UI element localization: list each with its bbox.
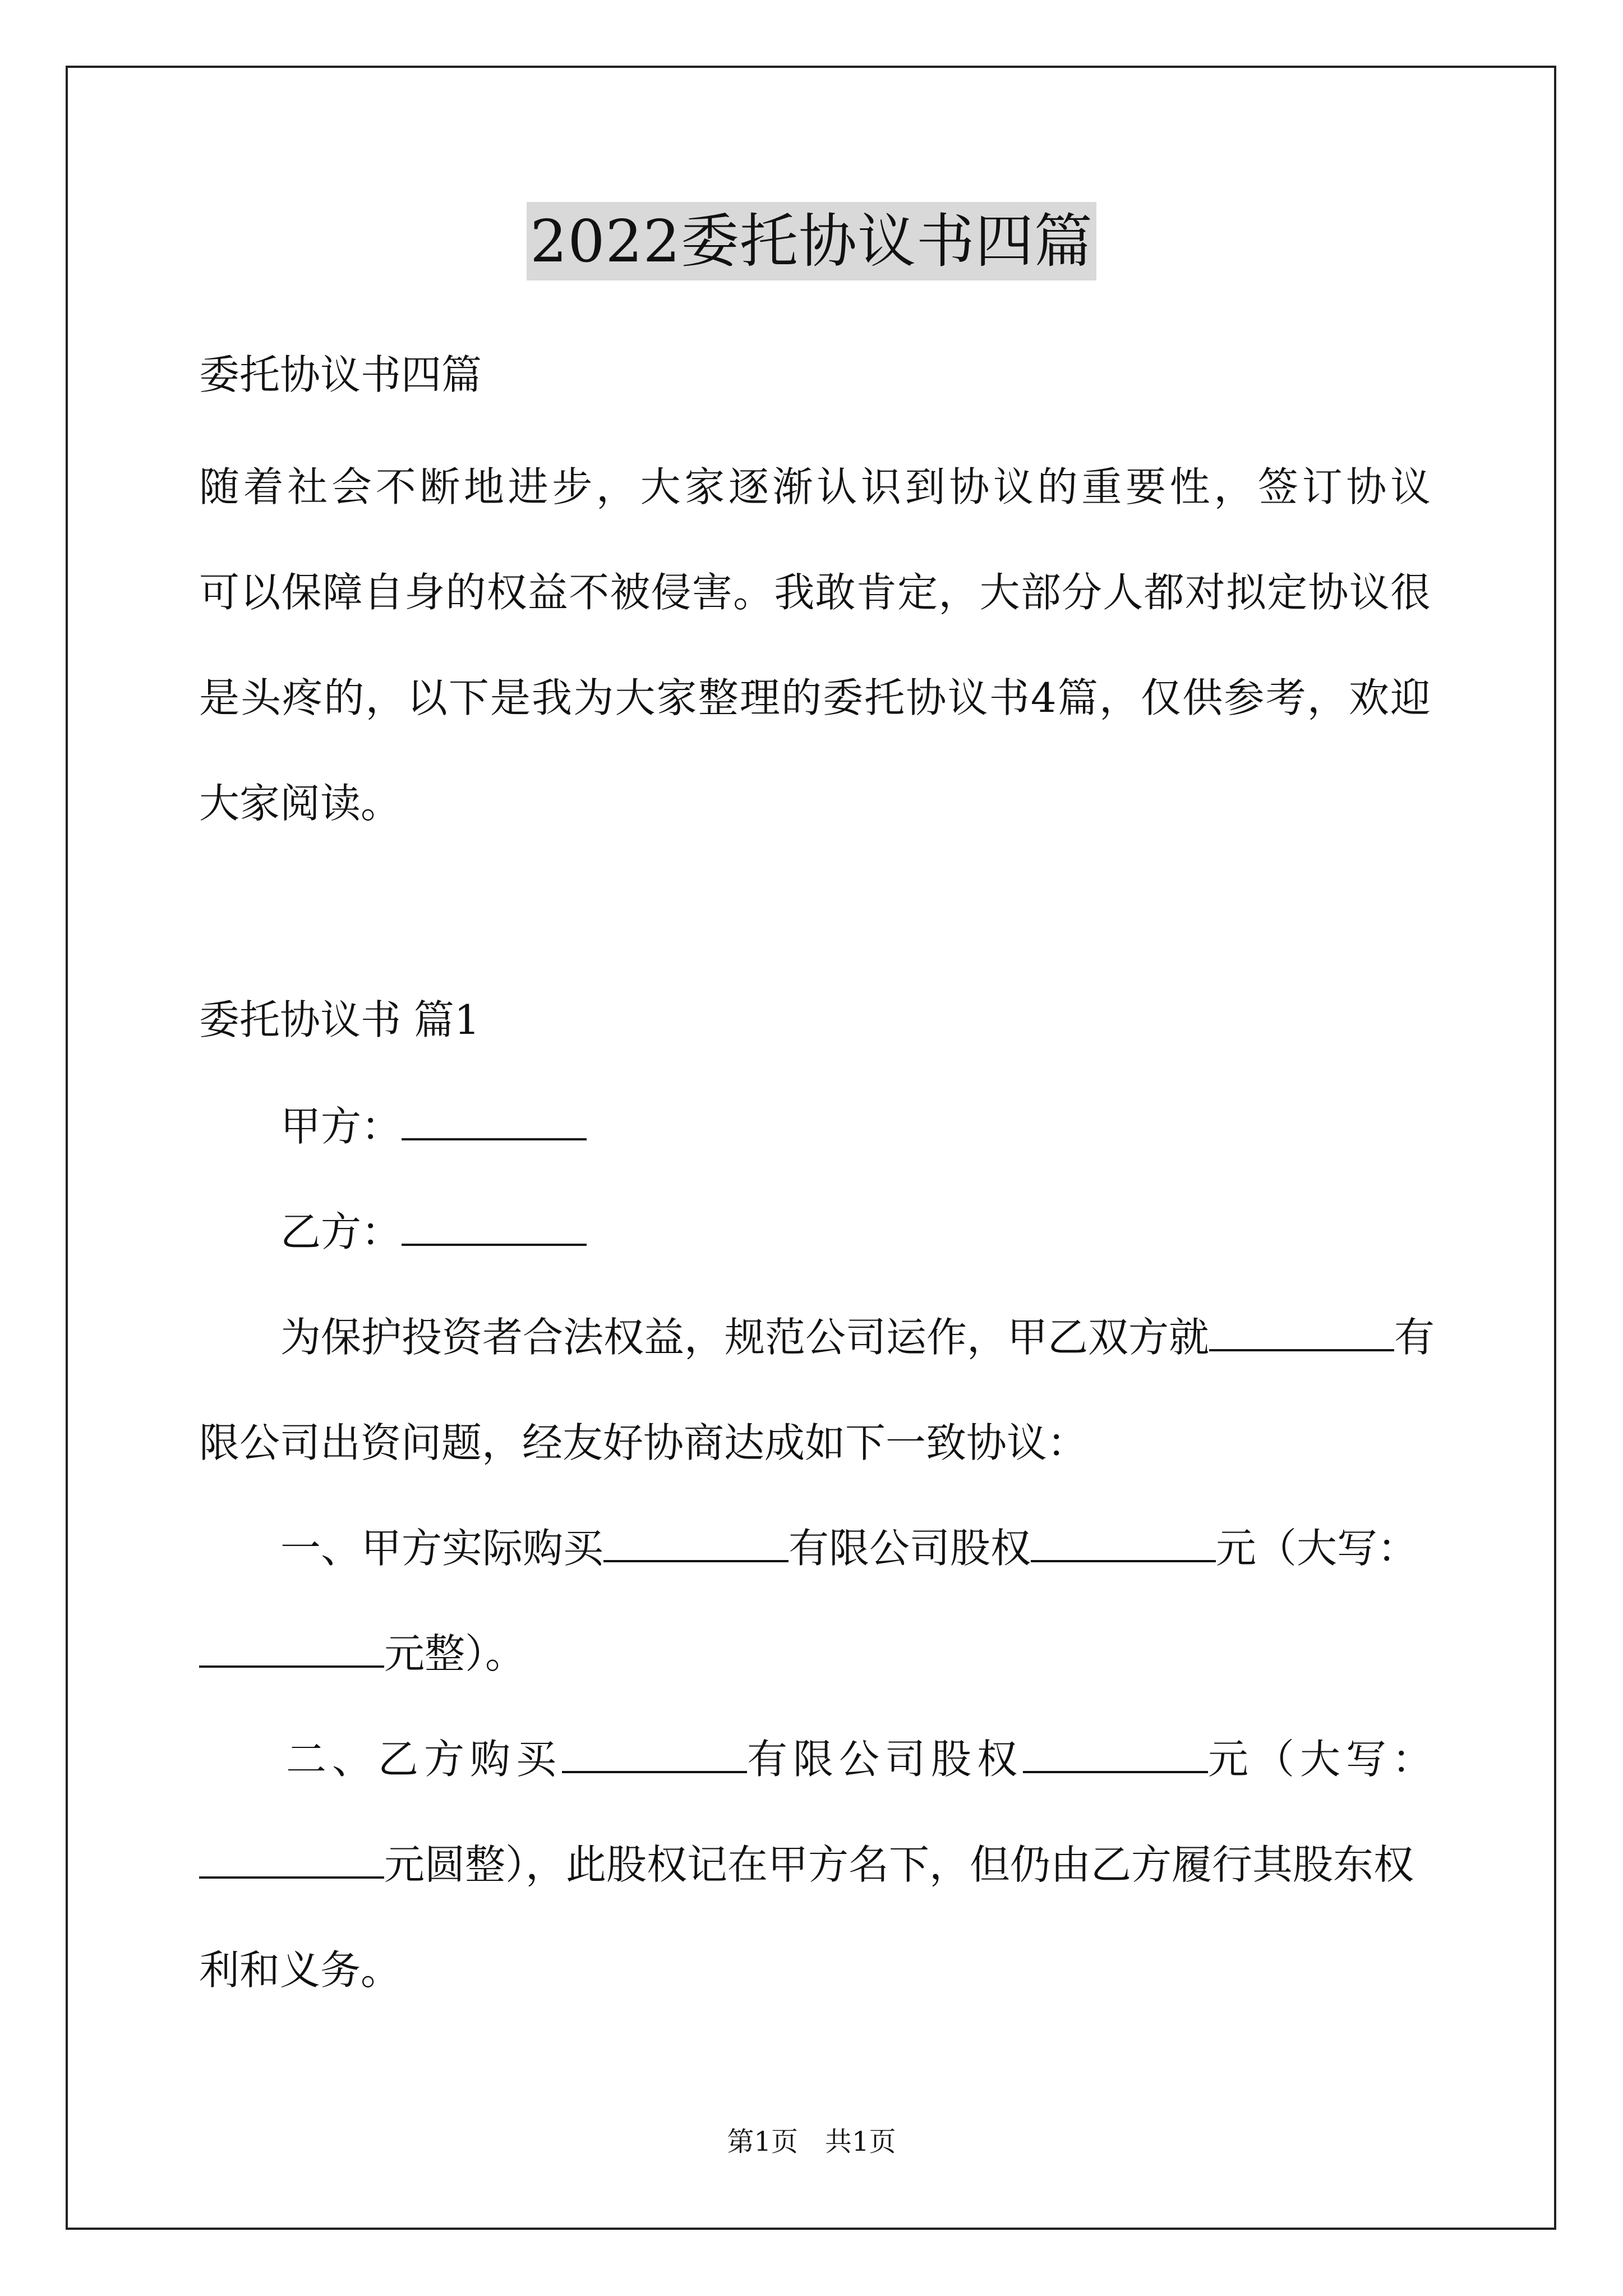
intro-line-4: 大家阅读。 (199, 780, 402, 827)
party-b-label: 乙方： (280, 1208, 402, 1255)
clause1-line-1 (280, 1521, 1418, 1575)
party-a-row (280, 1099, 587, 1153)
clause1-text-c: 元（大写： (1216, 1525, 1418, 1572)
clause2-company-blank (562, 1736, 747, 1773)
clause2-text-a: 二、乙方购买 (286, 1736, 562, 1783)
intro-line-3: 是头疼的，以下是我为大家整理的委托协议书4篇，仅供参考，欢迎 (199, 674, 1431, 721)
clause2-text-b: 有限公司股权 (747, 1736, 1023, 1783)
clause2-line-2 (199, 1838, 1414, 1892)
document-title: 2022委托协议书四篇 (527, 202, 1096, 280)
intro-line-2: 可以保障自身的权益不被侵害。我敢肯定，大部分人都对拟定协议很 (199, 569, 1431, 616)
clause1-company-blank (603, 1525, 789, 1562)
party-b-row (280, 1205, 587, 1259)
para1-line-2: 限公司出资问题，经友好协商达成如下一致协议： (199, 1419, 1088, 1466)
clause2-line-3: 利和义务。 (199, 1947, 402, 1994)
clause1-line-2 (199, 1627, 525, 1681)
title-container (0, 202, 1623, 280)
para1-text-a: 为保护投资者合法权益，规范公司运作，甲乙双方就 (280, 1314, 1210, 1361)
clause2-uppercase-blank (199, 1842, 384, 1879)
clause1-text-d: 元整）。 (384, 1630, 526, 1677)
document-subtitle: 委托协议书四篇 (199, 351, 482, 398)
clause1-text-b: 有限公司股权 (789, 1525, 1031, 1572)
section-heading: 委托协议书 篇1 (199, 996, 480, 1043)
party-a-blank (402, 1103, 587, 1140)
clause2-text-c: 元（大写： (1208, 1736, 1438, 1783)
clause2-text-d: 元圆整），此股权记在甲方名下，但仍由乙方履行其股东权 (384, 1841, 1414, 1888)
clause1-amount-blank (1031, 1525, 1216, 1562)
company-name-blank (1209, 1314, 1394, 1351)
page-footer: 第1页 共1页 (727, 2126, 896, 2157)
clause1-uppercase-blank (199, 1631, 384, 1668)
para1-text-b: 有 (1394, 1314, 1435, 1361)
para1-line-1 (280, 1310, 1435, 1364)
party-b-blank (402, 1209, 587, 1246)
clause2-line-1 (286, 1732, 1438, 1786)
intro-line-1: 随着社会不断地进步，大家逐渐认识到协议的重要性，签订协议 (199, 463, 1431, 510)
clause2-amount-blank (1023, 1736, 1208, 1773)
clause1-text-a: 一、甲方实际购买 (280, 1525, 604, 1572)
party-a-label: 甲方： (280, 1103, 402, 1150)
